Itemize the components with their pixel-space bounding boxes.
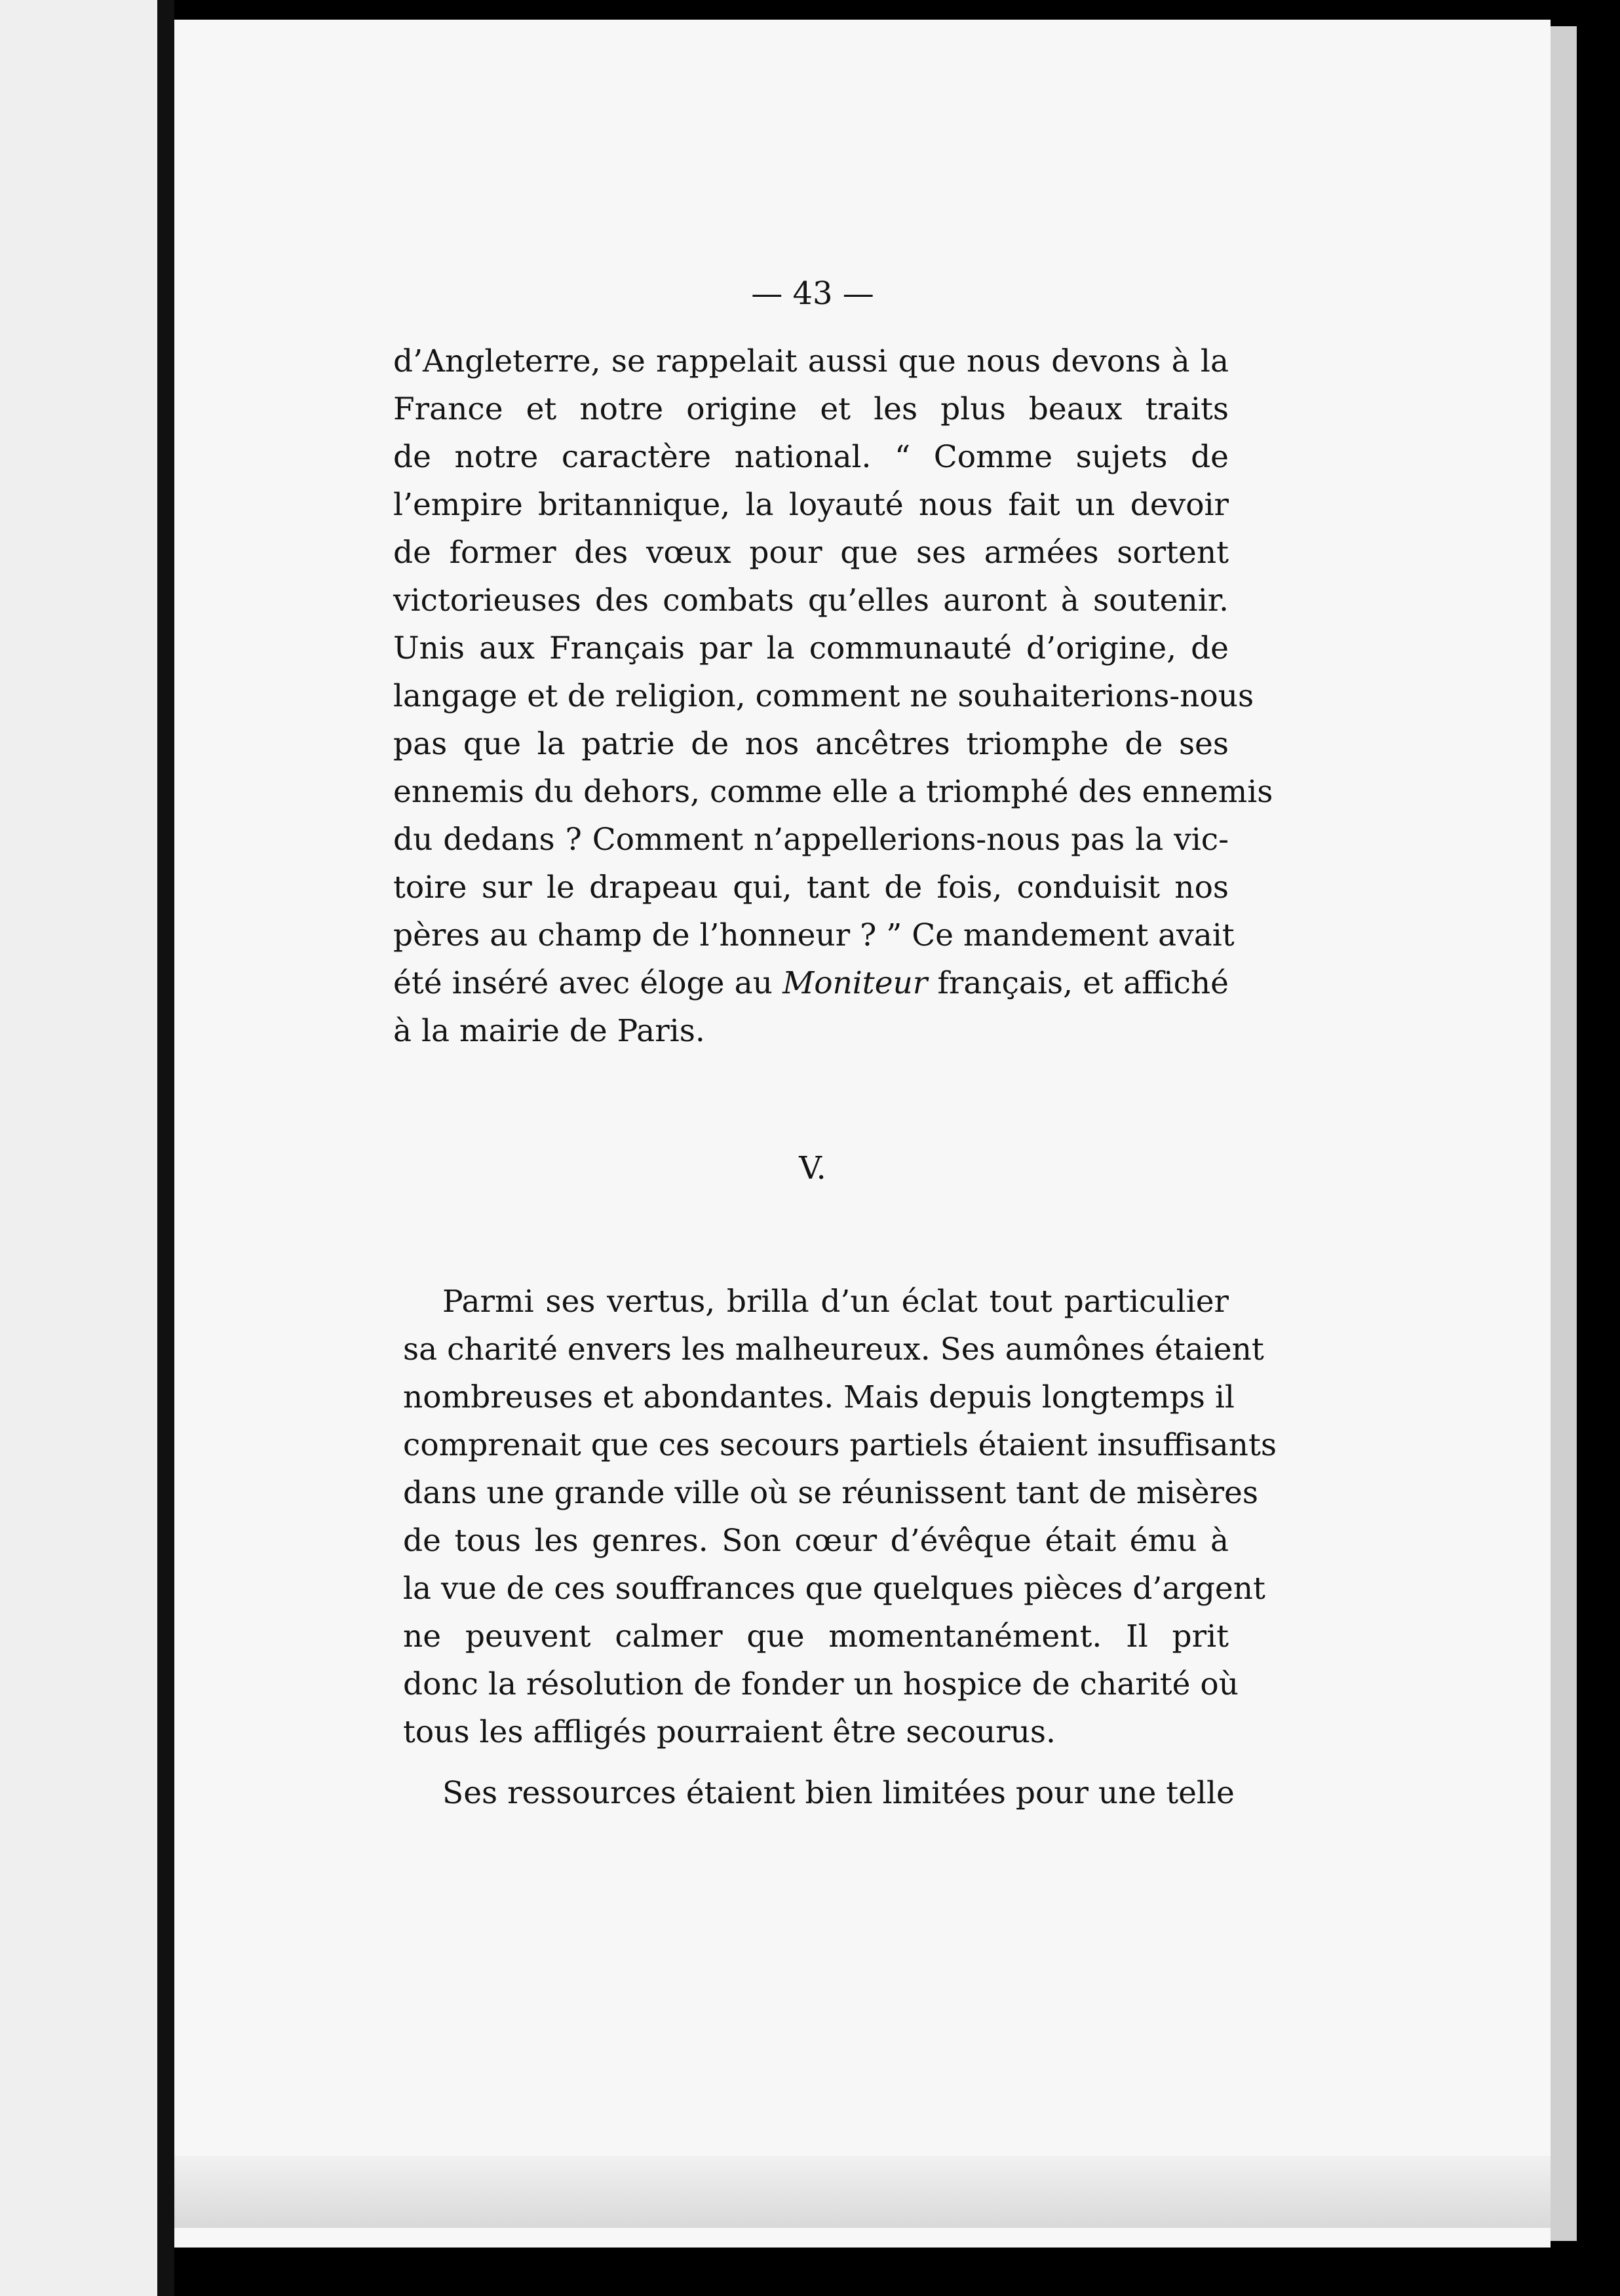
text-line: France et notre origine et les plus beaux traits (393, 391, 1229, 427)
text-line-with-italic (393, 959, 1229, 1007)
text-line: Unis aux Français par la communauté d’origine, de (393, 630, 1229, 666)
text-line: ne peuvent calmer que momentanément. Il prit (403, 1618, 1229, 1655)
paragraph-1 (393, 337, 1273, 1055)
facing-page-edge (0, 0, 157, 2296)
text-line: d’Angleterre, se rappelait aussi que nous devons à la (393, 343, 1229, 379)
text-line: de former des vœux pour que ses armées sortent (393, 535, 1229, 571)
text-line: victorieuses des combats qu’elles auront à soutenir. (393, 583, 1229, 619)
text-line: Parmi ses vertus, brilla d’un éclat tout particulier (442, 1284, 1229, 1320)
newspaper-title: Moniteur (782, 965, 928, 1001)
text-line: comprenait que ces secours partiels étaient insuffisants (403, 1427, 1277, 1463)
text-line: du dedans ? Comment n’appellerions-nous pas la vic- (393, 822, 1229, 858)
text-line: de tous les genres. Son cœur d’évêque était ému à (403, 1523, 1229, 1559)
paragraph-3 (403, 1769, 1235, 1817)
text-line: à la mairie de Paris. (393, 1013, 705, 1049)
page-right-edge (1551, 26, 1577, 2241)
text-line: pères au champ de l’honneur ? ” Ce mandement avait (393, 917, 1235, 953)
paragraph-2 (403, 1278, 1277, 1756)
text-line: nombreuses et abondantes. Mais depuis longtemps il (403, 1379, 1235, 1415)
text-line: pas que la patrie de nos ancêtres triomphe de ses (393, 726, 1229, 762)
text-line: l’empire britannique, la loyauté nous fait un devoir (393, 487, 1229, 523)
text-line: langage et de religion, comment ne souhaiterions-nous (393, 678, 1254, 714)
page-bottom-band (174, 2156, 1551, 2228)
text-line: Ses ressources étaient bien limitées pour une telle (442, 1775, 1235, 1811)
text-line: ennemis du dehors, comme elle a triomphé des ennemis (393, 774, 1273, 810)
section-heading: V. (799, 1150, 826, 1187)
text-line: de notre caractère national. “ Comme sujets de (393, 439, 1229, 475)
text-line: tous les affligés pourraient être secourus. (403, 1714, 1056, 1750)
text-run: été inséré avec éloge au (393, 965, 783, 1001)
text-run: français, et affiché (927, 965, 1229, 1001)
text-line: dans une grande ville où se réunissent tant de misères (403, 1475, 1258, 1511)
page-number: — 43 — (751, 275, 874, 312)
book-gutter (157, 0, 174, 2296)
text-line: sa charité envers les malheureux. Ses aumônes étaient (403, 1331, 1264, 1368)
text-line: la vue de ces souffrances que quelques pièces d’argent (403, 1571, 1265, 1607)
text-line: donc la résolution de fonder un hospice de charité où (403, 1666, 1239, 1702)
text-line: toire sur le drapeau qui, tant de fois, conduisit nos (393, 870, 1229, 906)
